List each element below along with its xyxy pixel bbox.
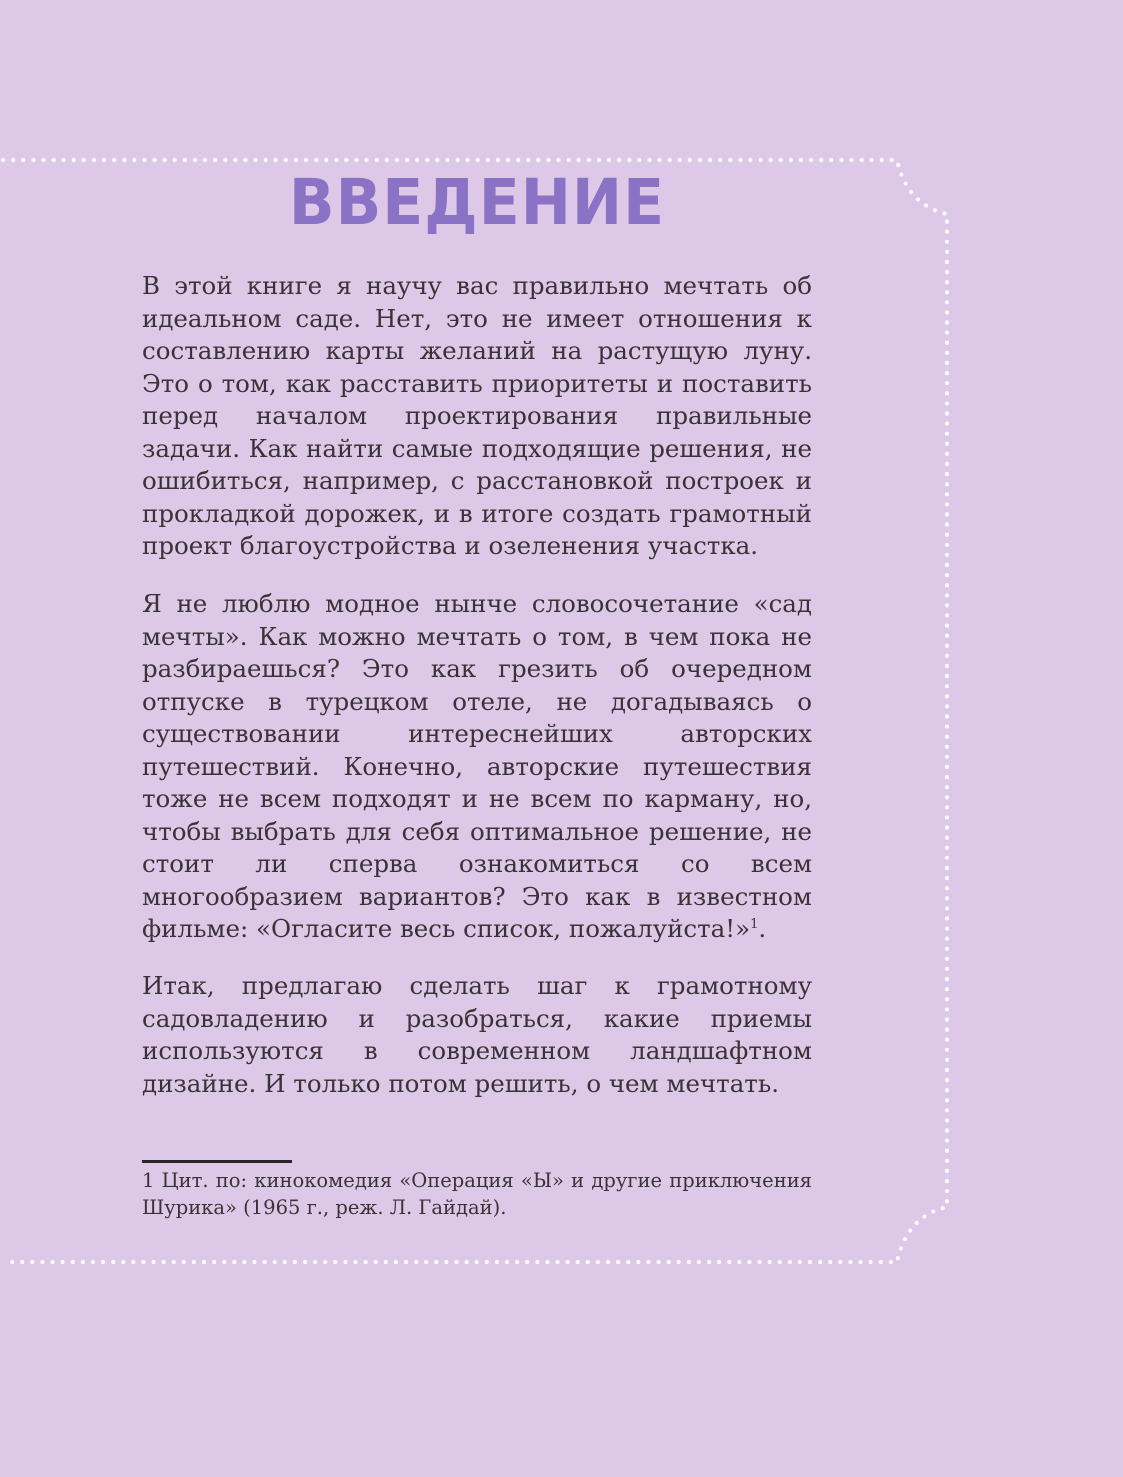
footnote-reference: 1 [750,916,759,932]
footnote: 1 Цит. по: кинокомедия «Операция «Ы» и другие приключения Шурика» (1965 г., реж. Л. Гайдай). [142,1169,812,1219]
footnote-divider [142,1160,292,1163]
paragraph-1: В этой книге я научу вас правильно мечтать об идеальном саде. Нет, это не имеет отношения к составлению карты желаний на растущую луну. Это о том, как расставить приоритеты и поставить перед началом проектирования правильные задачи. Как найти самые подходящие решения, не ошибиться, например, с расстановкой построек и прокладкой дорожек, и в итоге создать грамотный проект благоустройства и озеленения участка. [142,271,812,560]
paragraph-2-text: Я не люблю модное нынче словосочетание «сад мечты». Как можно мечтать о том, в чем пока не разбираешься? Это как грезить об очередном отпуске в турецком отеле, не догадываясь о существовании интереснейших авторских путешествий. Конечно, авторские путешествия тоже не всем подходят и не всем по карману, но, чтобы выбрать для себя оптимальное решение, не стоит ли сперва ознакомиться со всем многообразием вариантов? Это как в известном фильме: «Огласите весь список, пожалуйста!» [142,589,812,943]
paragraph-3: Итак, предлагаю сделать шаг к грамотному садовладению и разобраться, какие приемы используются в современном ландшафтном дизайне. И только потом решить, о чем мечтать. [142,971,812,1098]
page-title: ВВЕДЕНИЕ [288,166,666,240]
paragraph-2 [142,588,812,946]
paragraph-2-end: . [758,914,767,943]
